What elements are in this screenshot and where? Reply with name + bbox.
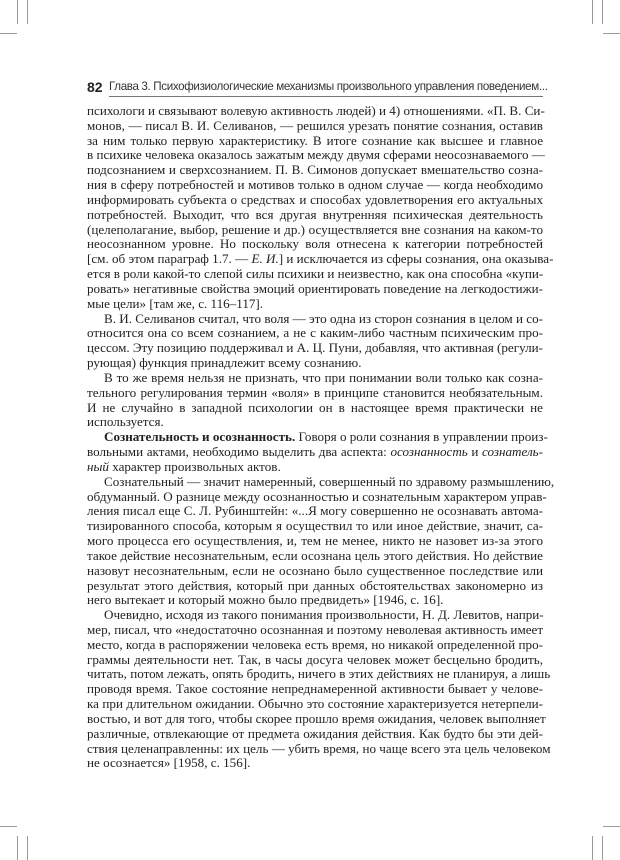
text-segment: [см. об этом параграф 1.7. — [87,251,252,267]
text-line [87,326,543,341]
crop-mark [603,826,620,827]
text-line [87,341,543,356]
text-line [87,386,543,401]
text-segment: ка при длительном ожидании. Обычно это состояние характеризуется нетерпели- [87,696,543,712]
text-line [87,756,543,771]
text-line [87,134,543,149]
text-segment: обдуманный. О разнице между осознанностью и сознательным характером управ- [87,488,547,504]
crop-mark [27,0,28,24]
text-line [87,666,551,682]
text-line [87,223,543,238]
text-segment: неосознанном уровне. Но поскольку воля отнесена к категории потребностей [87,236,543,252]
text-line [87,312,543,327]
text-segment: (целеполагание, выбор, решение и др.) осуществляется вне сознания на каком-то [87,221,543,237]
text-line [87,504,543,519]
text-segment: проводя время. Такое состояние непреднамеренной активности бывает у челове- [87,681,543,697]
text-line [87,148,543,163]
text-segment: ствия целенаправленны: их цель — убить время, но чаще всего эта цель человеком [87,740,551,756]
text-line [87,415,543,430]
text-segment: назовут несознательным, если не осознано было существенное последствие или [87,562,543,578]
text-line [87,608,543,623]
text-segment: тельного регулирования термин «воля» в принципе становится необязательным. [87,384,543,400]
text-segment: И не случайно в западной психологии он в настоящее время практически не [87,399,543,415]
text-line [87,371,543,386]
text-line [87,473,555,490]
text-segment: ется в роли какой-то слепой силы психики и неизвестно, как она способна «купи- [87,266,544,282]
text-line [87,653,543,668]
body-text [87,103,555,771]
crop-mark [0,33,17,34]
text-line [87,727,543,742]
text-line [87,193,543,208]
text-segment: тизированного способа, которым я осуществил то или иное действие, значит, са- [87,518,543,534]
header-rule [109,96,543,97]
text-line [87,697,543,712]
text-segment: за ним только первую характеристику. В итоге сознание как высшее и главное [87,132,543,148]
text-segment: рующая) функция принадлежит всему сознанию. [87,355,362,371]
text-line [87,104,543,119]
text-segment: востью, и вот для того, чтобы скорее прошло время ожидания, человек выполняет [87,710,546,726]
text-line [87,710,546,727]
crop-mark [27,836,28,860]
running-header [87,79,548,99]
text-line [87,429,548,445]
text-segment: Очевидно, исходя из такого понимания произвольности, Н. Д. Левитов, напри- [104,607,544,623]
text-segment: цессом. Эту позицию поддерживал и А. Ц. Пуни, добавляя, что активная (регули- [87,340,543,356]
text-segment: граммы деятельности нет. Так, в часы досуга человек может бесцельно бродить, [87,651,543,667]
text-line [87,740,551,757]
text-segment: и [467,444,483,460]
text-segment: не осознается» [1958, с. 156]. [87,755,251,771]
italic-text: ный [87,458,109,474]
crop-mark [603,33,620,34]
text-line [87,297,543,312]
crop-mark [592,0,593,24]
text-segment: относится она со всем сознанием, а не с каким-либо частным психическим про- [87,325,543,341]
text-segment: ния в сферу потребностей и мотивов только в одном случае — когда необходимо [87,177,543,193]
text-segment: вольными актами, необходимо выделить два аспекта: [87,444,391,460]
text-segment: мого процесса его осуществления, и, тем не менее, никто не назовет из-за этого [87,533,543,549]
crop-mark [17,836,18,860]
text-line [87,564,543,579]
text-segment: в психике человека оказалось зажатым между двумя сферами неосознаваемого — [87,147,545,163]
crop-mark [602,836,603,860]
text-line [87,534,543,549]
crop-mark [592,836,593,860]
crop-mark [602,0,603,24]
bold-heading: Сознательность и осознанность. [104,429,296,445]
text-line [87,519,543,534]
text-segment: информировать субъекта о средствах и способах удовлетворения его актуальных [87,191,543,207]
text-segment: читать, потом лежать, опять бродить, ничего в этих действиях не планируя, а лишь [87,666,551,682]
text-line [87,460,543,475]
text-segment: используется. [87,414,164,430]
text-segment: место, когда в распоряжении человека есть время, но никакой определенной про- [87,636,543,652]
text-segment: В. И. Селиванов считал, что воля — это одна из сторон сознания в целом и со- [104,310,543,326]
text-line [87,445,543,460]
text-segment: психологи и связывают волевую активность людей) и 4) отношениями. «П. В. Си- [87,103,545,118]
text-segment: ] и исключается из сферы сознания, она оказыва- [278,251,554,267]
text-line [87,119,543,134]
crop-mark [17,0,18,24]
text-segment: Сознательный — значит намеренный, совершенный по здравому размышлению, [104,473,555,489]
text-line [87,282,543,297]
text-line [87,251,554,267]
text-line [87,237,543,252]
text-line [87,593,543,608]
crop-mark [0,826,17,827]
text-segment: различные, отвлекающие от предмета ожидания действия. Как будто бы эти дей- [87,725,543,741]
text-segment: ровать» негативные свойства эмоций ориентировать поведение на легкодостижи- [87,280,543,296]
text-line [87,549,543,564]
text-line [87,401,543,416]
text-segment: ления писал еще С. Л. Рубинштейн: «...Я могу совершенно не осознавать автома- [87,503,543,519]
text-line [87,638,543,653]
text-segment: В то же время нельзя не признать, что при понимании воли только как созна- [104,369,543,385]
text-line [87,579,543,594]
text-line [87,356,543,371]
text-segment: мер, писал, что «недостаточно осознанная и поэтому неволевая активность имеет [87,621,544,637]
text-line [87,488,547,505]
text-line [87,178,543,193]
text-line [87,623,543,638]
running-title: Глава 3. Психофизиологические механизмы произвольного управления поведением... [109,80,548,93]
text-segment: такое действие несознательным, если осознана цель этого действия. Но действие [87,547,543,563]
text-segment: него вытекает и который можно было предвидеть» [1946, с. 16]. [87,592,444,608]
text-line [87,163,543,178]
text-line [87,682,543,697]
italic-text: осознанность [390,444,468,460]
italic-text: Е. И. [251,251,279,267]
text-segment: подсознанием и сверхсознанием. П. В. Симонов допускает вмешательство созна- [87,162,543,178]
text-segment: характер произвольных актов. [108,458,281,474]
text-segment: Говоря о роли сознания в управлении произ- [295,429,548,445]
text-segment: потребностей. Выходит, что вся другая внутренняя психическая деятельность [87,206,543,222]
text-line [87,267,543,282]
italic-text: сознатель- [482,444,543,460]
page-number: 82 [87,79,103,95]
text-segment: результат этого действия, который при данных обстоятельствах закономерно из [87,577,543,593]
text-line [87,208,543,223]
text-segment: монов, — писал В. И. Селиванов, — решился урезать понятие сознания, оставив [87,117,543,133]
text-segment: мые цели» [там же, с. 116–117]. [87,295,264,311]
